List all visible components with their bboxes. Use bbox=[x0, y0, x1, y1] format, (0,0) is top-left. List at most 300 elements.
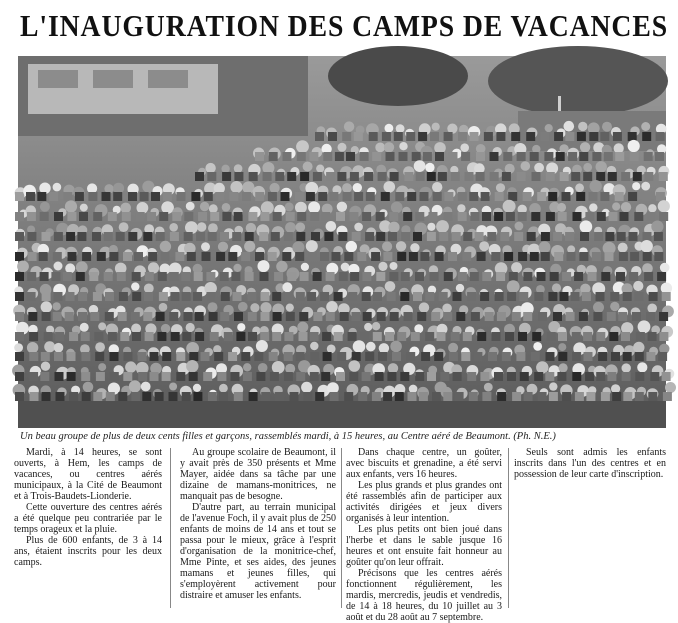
child-figure bbox=[433, 192, 442, 201]
child-figure bbox=[481, 192, 490, 201]
child-figure bbox=[385, 281, 396, 292]
child-figure bbox=[558, 352, 567, 361]
child-figure bbox=[30, 392, 39, 401]
child-figure bbox=[656, 192, 665, 201]
child-figure bbox=[182, 292, 191, 301]
child-figure bbox=[285, 202, 294, 211]
child-figure bbox=[220, 312, 229, 321]
child-figure bbox=[275, 392, 284, 401]
child-figure bbox=[132, 292, 141, 301]
child-figure bbox=[495, 292, 504, 301]
child-figure bbox=[81, 332, 90, 341]
child-figure bbox=[552, 283, 561, 292]
child-figure bbox=[292, 241, 304, 253]
child-figure bbox=[658, 352, 667, 361]
child-figure bbox=[300, 272, 309, 281]
child-figure bbox=[399, 142, 407, 150]
child-figure bbox=[564, 121, 575, 132]
child-figure bbox=[384, 142, 394, 152]
child-figure bbox=[42, 232, 51, 241]
child-figure bbox=[373, 292, 382, 301]
child-figure bbox=[143, 232, 152, 241]
child-figure bbox=[244, 241, 255, 252]
child-figure bbox=[465, 172, 474, 181]
child-figure bbox=[612, 392, 621, 401]
child-figure bbox=[55, 332, 64, 341]
child-figure bbox=[306, 240, 318, 252]
child-figure bbox=[303, 392, 312, 401]
child-figure bbox=[231, 272, 240, 281]
child-figure bbox=[162, 372, 171, 381]
child-figure bbox=[537, 192, 546, 201]
child-figure bbox=[151, 192, 160, 201]
child-figure bbox=[548, 292, 557, 301]
child-figure bbox=[27, 232, 36, 241]
child-figure bbox=[524, 392, 533, 401]
group-photo bbox=[18, 56, 666, 428]
child-figure bbox=[219, 392, 228, 401]
child-figure bbox=[336, 212, 345, 221]
child-figure bbox=[63, 192, 72, 201]
child-figure bbox=[284, 292, 293, 301]
child-figure bbox=[643, 252, 652, 261]
child-figure bbox=[195, 312, 204, 321]
child-figure bbox=[125, 361, 136, 372]
child-figure bbox=[580, 232, 589, 241]
child-figure bbox=[583, 332, 592, 341]
child-figure bbox=[430, 132, 439, 141]
child-figure bbox=[200, 202, 209, 211]
child-figure bbox=[191, 192, 200, 201]
child-figure bbox=[336, 372, 345, 381]
child-figure bbox=[201, 352, 210, 361]
child-figure bbox=[67, 372, 76, 381]
child-figure bbox=[590, 180, 602, 192]
child-figure bbox=[258, 363, 268, 373]
child-figure bbox=[457, 204, 465, 212]
child-figure bbox=[605, 252, 614, 261]
child-figure bbox=[324, 232, 333, 241]
child-figure bbox=[651, 221, 663, 233]
child-figure bbox=[467, 372, 476, 381]
child-figure bbox=[193, 384, 201, 392]
child-figure bbox=[17, 261, 29, 273]
child-figure bbox=[378, 172, 387, 181]
child-figure bbox=[40, 372, 49, 381]
paragraph: D'autre part, au terrain municipal de l'avenue Foch, il y avait plus de 250 enfants de moins de 14 ans et tout se passa pour le mieux, grâce à l'esprit d'organisation de la monitrice-chef, Mme Pinte, et ses aides, des jeunes mamans et jeunes filles, qui s'employèrent activement pour distraire et amuser les enfants. bbox=[180, 502, 336, 601]
child-figure bbox=[638, 320, 651, 333]
child-figure bbox=[660, 263, 670, 273]
child-figure bbox=[157, 332, 166, 341]
child-figure bbox=[387, 372, 396, 381]
child-figure bbox=[443, 312, 452, 321]
child-figure bbox=[531, 212, 540, 221]
child-figure bbox=[215, 192, 224, 201]
child-figure bbox=[77, 232, 86, 241]
paragraph: Au groupe scolaire de Beaumont, il y avait près de 350 présents et Mme Mayer, aidée dans sa tâche par une dizaine de mamans-monitrices, ne manquait pas de besogne. bbox=[180, 447, 336, 502]
child-figure bbox=[106, 392, 115, 401]
child-figure bbox=[42, 312, 51, 321]
child-figure bbox=[161, 252, 170, 261]
child-figure bbox=[228, 252, 237, 261]
child-figure bbox=[601, 272, 610, 281]
article-column-2 bbox=[180, 447, 336, 615]
child-figure bbox=[611, 352, 620, 361]
child-figure bbox=[387, 292, 396, 301]
child-figure bbox=[41, 362, 50, 371]
child-figure bbox=[589, 203, 597, 211]
child-figure bbox=[419, 392, 428, 401]
child-figure bbox=[390, 341, 402, 353]
child-figure bbox=[596, 292, 605, 301]
child-figure bbox=[572, 352, 581, 361]
child-figure bbox=[554, 252, 563, 261]
child-figure bbox=[284, 352, 293, 361]
child-figure bbox=[566, 312, 575, 321]
child-figure bbox=[565, 132, 574, 141]
child-figure bbox=[659, 172, 668, 181]
child-figure bbox=[69, 332, 78, 341]
child-figure bbox=[219, 384, 228, 393]
child-figure bbox=[186, 323, 195, 332]
child-figure bbox=[618, 243, 628, 253]
child-figure bbox=[654, 232, 663, 241]
child-figure bbox=[553, 232, 562, 241]
child-figure bbox=[313, 172, 322, 181]
child-figure bbox=[270, 183, 280, 193]
child-figure bbox=[585, 372, 594, 381]
child-figure bbox=[169, 392, 178, 401]
child-figure bbox=[432, 392, 441, 401]
child-figure bbox=[176, 352, 185, 361]
child-figure bbox=[520, 372, 529, 381]
child-figure bbox=[204, 192, 213, 201]
child-figure bbox=[482, 212, 491, 221]
child-figure bbox=[427, 172, 436, 181]
child-figure bbox=[272, 361, 285, 374]
child-figure bbox=[376, 272, 385, 281]
child-figure bbox=[394, 132, 403, 141]
child-figure bbox=[258, 260, 270, 272]
child-figure bbox=[643, 232, 652, 241]
article-column-3 bbox=[346, 447, 502, 623]
child-figure bbox=[113, 192, 122, 201]
child-figure bbox=[550, 272, 559, 281]
child-figure bbox=[189, 372, 198, 381]
child-figure bbox=[242, 192, 251, 201]
child-figure bbox=[197, 222, 206, 231]
child-figure bbox=[75, 192, 84, 201]
child-figure bbox=[389, 272, 398, 281]
child-figure bbox=[170, 232, 179, 241]
child-figure bbox=[388, 222, 399, 233]
child-figure bbox=[131, 392, 140, 401]
child-figure bbox=[54, 292, 63, 301]
child-figure bbox=[222, 212, 231, 221]
child-figure bbox=[443, 392, 452, 401]
child-figure bbox=[208, 392, 217, 401]
child-figure bbox=[507, 292, 516, 301]
child-figure bbox=[308, 252, 317, 261]
child-figure bbox=[415, 372, 424, 381]
child-figure bbox=[245, 272, 254, 281]
child-figure bbox=[473, 352, 482, 361]
child-figure bbox=[260, 332, 269, 341]
child-figure bbox=[243, 363, 251, 371]
child-figure bbox=[375, 143, 385, 153]
child-figure bbox=[42, 292, 51, 301]
child-figure bbox=[300, 172, 309, 181]
child-figure bbox=[234, 172, 243, 181]
child-figure bbox=[438, 172, 447, 181]
child-figure bbox=[273, 212, 282, 221]
child-figure bbox=[482, 392, 491, 401]
child-figure bbox=[284, 332, 293, 341]
child-figure bbox=[308, 201, 320, 213]
child-figure bbox=[526, 132, 535, 141]
child-figure bbox=[119, 292, 128, 301]
child-figure bbox=[261, 392, 270, 401]
child-figure bbox=[169, 312, 178, 321]
child-figure bbox=[396, 241, 406, 251]
child-figure bbox=[145, 272, 154, 281]
child-figure bbox=[297, 152, 306, 161]
child-figure bbox=[511, 262, 522, 273]
child-figure bbox=[234, 392, 243, 401]
child-figure bbox=[487, 232, 496, 241]
child-figure bbox=[105, 312, 114, 321]
child-figure bbox=[27, 342, 38, 353]
child-figure bbox=[339, 272, 348, 281]
child-figure bbox=[65, 312, 74, 321]
child-figure bbox=[463, 232, 472, 241]
child-figure bbox=[546, 212, 555, 221]
child-figure bbox=[545, 372, 554, 381]
child-figure bbox=[316, 165, 324, 173]
child-figure bbox=[621, 172, 630, 181]
child-figure bbox=[425, 163, 434, 172]
child-figure bbox=[350, 272, 359, 281]
child-figure bbox=[354, 192, 363, 201]
child-figure bbox=[160, 241, 171, 252]
child-figure bbox=[504, 252, 513, 261]
child-figure bbox=[654, 252, 663, 261]
child-figure bbox=[546, 352, 555, 361]
child-figure bbox=[477, 332, 486, 341]
child-figure bbox=[401, 272, 410, 281]
child-figure bbox=[261, 312, 270, 321]
child-figure bbox=[509, 272, 518, 281]
child-figure bbox=[156, 232, 165, 241]
child-figure bbox=[276, 261, 287, 272]
child-figure bbox=[338, 232, 347, 241]
child-figure bbox=[596, 372, 605, 381]
child-figure bbox=[206, 272, 215, 281]
child-figure bbox=[41, 301, 52, 312]
child-figure bbox=[68, 252, 77, 261]
child-figure bbox=[15, 212, 24, 221]
child-figure bbox=[271, 232, 280, 241]
child-figure bbox=[313, 312, 322, 321]
child-figure bbox=[497, 312, 506, 321]
child-figure bbox=[14, 343, 23, 352]
child-figure bbox=[409, 385, 418, 394]
child-figure bbox=[622, 372, 631, 381]
child-figure bbox=[95, 352, 104, 361]
child-figure bbox=[176, 372, 185, 381]
child-figure bbox=[44, 332, 53, 341]
child-figure bbox=[644, 172, 653, 181]
child-figure bbox=[421, 352, 430, 361]
child-figure bbox=[646, 312, 655, 321]
child-figure bbox=[44, 341, 55, 352]
child-figure bbox=[320, 292, 329, 301]
child-figure bbox=[379, 343, 389, 353]
child-figure bbox=[249, 392, 258, 401]
child-figure bbox=[600, 192, 609, 201]
child-figure bbox=[282, 282, 292, 292]
child-figure bbox=[134, 252, 143, 261]
child-figure bbox=[607, 312, 616, 321]
child-figure bbox=[360, 152, 369, 161]
child-figure bbox=[415, 272, 424, 281]
child-figure bbox=[496, 132, 505, 141]
child-figure bbox=[315, 392, 324, 401]
child-figure bbox=[579, 312, 588, 321]
child-figure bbox=[256, 340, 268, 352]
child-figure bbox=[122, 212, 131, 221]
child-figure bbox=[272, 292, 281, 301]
child-figure bbox=[532, 172, 541, 181]
child-figure bbox=[243, 372, 252, 381]
child-figure bbox=[434, 352, 443, 361]
child-figure bbox=[406, 132, 415, 141]
child-figure bbox=[594, 232, 603, 241]
child-figure bbox=[241, 252, 250, 261]
child-figure bbox=[117, 272, 126, 281]
paragraph: Seuls sont admis les enfants inscrits dans l'un des centres et en possession de leur carte d'inscription. bbox=[514, 447, 666, 480]
child-figure bbox=[326, 272, 335, 281]
child-figure bbox=[432, 123, 440, 131]
child-figure bbox=[118, 312, 127, 321]
child-figure bbox=[81, 372, 90, 381]
child-figure bbox=[15, 292, 24, 301]
child-figure bbox=[124, 352, 133, 361]
child-figure bbox=[221, 292, 230, 301]
child-figure bbox=[458, 272, 467, 281]
child-figure bbox=[248, 312, 257, 321]
child-figure bbox=[420, 252, 429, 261]
child-figure bbox=[119, 222, 129, 232]
child-figure bbox=[310, 332, 319, 341]
child-figure bbox=[268, 192, 277, 201]
child-figure bbox=[646, 352, 655, 361]
child-figure bbox=[461, 352, 470, 361]
child-figure bbox=[650, 372, 659, 381]
child-figure bbox=[444, 272, 453, 281]
child-figure bbox=[430, 272, 439, 281]
child-figure bbox=[533, 342, 542, 351]
child-figure bbox=[628, 132, 637, 141]
child-figure bbox=[15, 352, 24, 361]
child-figure bbox=[614, 143, 624, 153]
child-figure bbox=[181, 272, 190, 281]
child-figure bbox=[523, 192, 532, 201]
child-figure bbox=[89, 272, 98, 281]
child-figure bbox=[54, 262, 63, 271]
child-figure bbox=[635, 392, 644, 401]
child-figure bbox=[307, 292, 316, 301]
child-figure bbox=[214, 352, 223, 361]
child-figure bbox=[290, 392, 299, 401]
child-figure bbox=[353, 183, 362, 192]
child-figure bbox=[171, 332, 180, 341]
child-figure bbox=[209, 204, 218, 213]
child-figure bbox=[496, 183, 505, 192]
child-figure bbox=[155, 392, 164, 401]
child-figure bbox=[110, 352, 119, 361]
child-figure bbox=[496, 272, 505, 281]
child-figure bbox=[562, 392, 571, 401]
child-figure bbox=[268, 252, 277, 261]
child-figure bbox=[231, 372, 240, 381]
photo-caption: Un beau groupe de plus de deux cents filles et garçons, rassemblés mardi, à 15 heures, au Centre aéré de Beaumont. (Ph. N.E.) bbox=[20, 431, 556, 442]
child-figure bbox=[580, 142, 590, 152]
child-figure bbox=[593, 302, 604, 313]
child-figure bbox=[80, 323, 89, 332]
child-figure bbox=[156, 312, 165, 321]
child-figure bbox=[92, 232, 101, 241]
child-figure bbox=[602, 122, 612, 132]
child-figure bbox=[330, 392, 339, 401]
child-figure bbox=[329, 192, 338, 201]
child-figure bbox=[597, 212, 606, 221]
child-figure bbox=[90, 312, 99, 321]
child-figure bbox=[162, 352, 171, 361]
child-figure bbox=[600, 132, 609, 141]
child-figure bbox=[255, 252, 264, 261]
child-figure bbox=[373, 332, 382, 341]
child-figure bbox=[301, 263, 309, 271]
child-figure bbox=[102, 192, 111, 201]
child-figure bbox=[577, 132, 586, 141]
child-figure bbox=[538, 312, 547, 321]
child-figure bbox=[220, 272, 229, 281]
paragraph: Précisons que les centres aérés fonctionnent régulièrement, les mardis, mercredis, jeudis et vendredis, de 14 à 18 heures, du 10 juillet au 3 août et du 28 août au 7 septembre. bbox=[346, 568, 502, 623]
child-figure bbox=[596, 161, 607, 172]
child-figure bbox=[558, 332, 567, 341]
child-figure bbox=[337, 172, 346, 181]
child-figure bbox=[621, 332, 630, 341]
child-figure bbox=[116, 232, 125, 241]
child-figure bbox=[52, 302, 60, 310]
child-figure bbox=[170, 292, 179, 301]
child-figure bbox=[145, 332, 154, 341]
child-figure bbox=[604, 152, 613, 161]
child-figure bbox=[175, 252, 184, 261]
child-figure bbox=[463, 332, 472, 341]
child-figure bbox=[582, 292, 591, 301]
child-figure bbox=[601, 392, 610, 401]
child-figure bbox=[15, 312, 24, 321]
child-figure bbox=[519, 292, 528, 301]
child-figure bbox=[573, 212, 582, 221]
child-figure bbox=[618, 312, 627, 321]
child-figure bbox=[40, 202, 50, 212]
child-figure bbox=[348, 332, 357, 341]
child-figure bbox=[404, 312, 413, 321]
child-figure bbox=[458, 192, 467, 201]
